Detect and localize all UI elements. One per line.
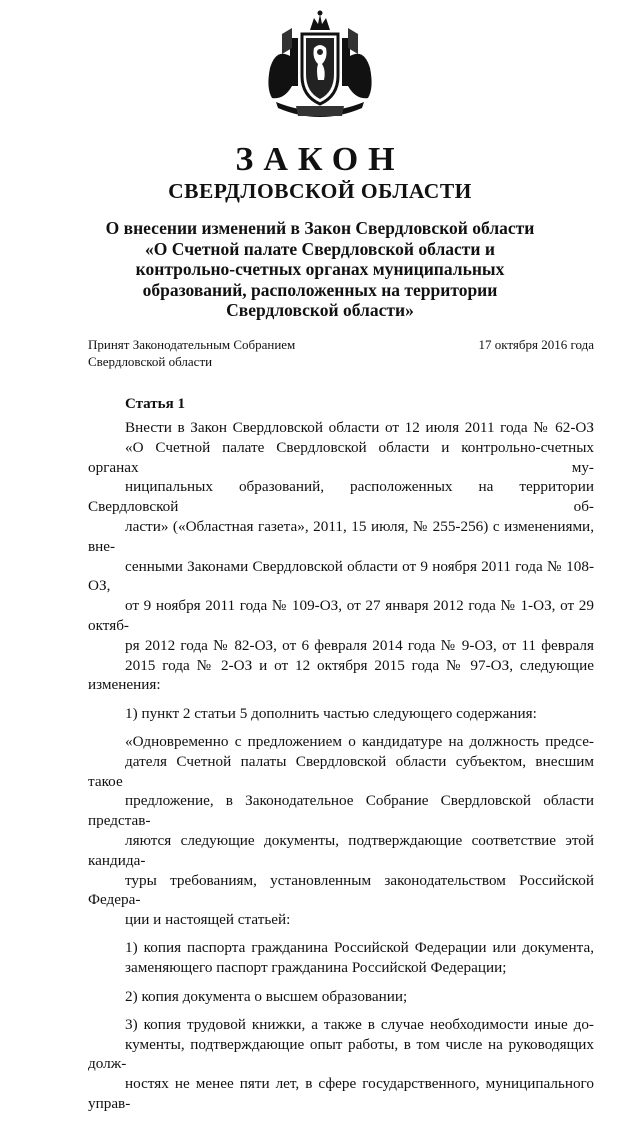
text-line: дателя Счетной палаты Свердловской области субъектом, внесшим такое [88, 752, 594, 790]
text-line: 1) пункт 2 статьи 5 дополнить частью следующего содержания: [125, 704, 537, 722]
text-line: 3) копия трудовой книжки, а также в случае необходимости иные до- [125, 1015, 594, 1033]
document-title: ЗАКОН [235, 141, 405, 178]
coat-of-arms-icon [262, 8, 378, 124]
paragraph [88, 1015, 594, 1114]
heading-line: образований, расположенных на территории [142, 279, 498, 300]
article-title: Статья 1 [125, 396, 185, 412]
text-line: ностях не менее пяти лет, в сфере государственного, муниципального управ- [88, 1075, 594, 1112]
adoption-line: Свердловской области [88, 354, 213, 369]
text-line: туры требованиям, установленным законодательством Российской Федера- [88, 871, 594, 909]
adoption-authority [88, 336, 348, 370]
text-line: ниципальных образований, расположенных на территории Свердловской об- [88, 478, 594, 516]
paragraph [88, 938, 594, 978]
paragraph [88, 987, 594, 1007]
paragraph [88, 418, 594, 695]
text-line: 1) копия паспорта гражданина Российской Федерации или документа, [125, 939, 594, 957]
text-line: 2) копия документа о высшем образовании; [125, 987, 408, 1005]
text-line: ляются следующие документы, подтверждающие соответствие этой кандида- [88, 831, 594, 869]
text-line: ря 2012 года № 82-ОЗ, от 6 февраля 2014 года № 9-ОЗ, от 11 февраля [125, 636, 594, 654]
text-line: ласти» («Областная газета», 2011, 15 июля, № 255-256) с изменениями, вне- [88, 517, 594, 555]
adoption-line: Принят Законодательным Собранием [88, 337, 296, 352]
heading-line: контрольно-счетных органах муниципальных [135, 259, 505, 279]
paragraph [88, 732, 594, 930]
text-line: предложение, в Законодательное Собрание Свердловской области представ- [88, 792, 594, 830]
text-line: «Одновременно с предложением о кандидатуре на должность предсе- [125, 732, 594, 750]
paragraph [88, 704, 594, 724]
text-line: 2015 года № 2-ОЗ и от 12 октября 2015 года № 97-ОЗ, следующие изменения: [88, 656, 594, 694]
text-line: ции и настоящей статьей: [125, 911, 291, 929]
text-line: заменяющего паспорт гражданина Российской Федерации; [125, 959, 507, 977]
heading-line: Свердловской области» [226, 300, 414, 320]
adoption-date: 17 октября 2016 года [478, 337, 594, 352]
heading-line: О внесении изменений в Закон Свердловской области [105, 218, 535, 238]
text-line: кументы, подтверждающие опыт работы, в том числе на руководящих долж- [88, 1035, 594, 1073]
heading-line: «О Счетной палате Свердловской области и [145, 238, 495, 259]
text-line: «О Счетной палате Свердловской области и контрольно-счетных органах му- [88, 438, 594, 476]
law-heading [90, 218, 550, 321]
text-line: Внести в Закон Свердловской области от 12 июля 2011 года № 62-ОЗ [125, 419, 594, 436]
text-line: сенными Законами Свердловской области от 9 ноября 2011 года № 108-ОЗ, [88, 557, 594, 595]
document-subtitle: СВЕРДЛОВСКОЙ ОБЛАСТИ [168, 179, 472, 203]
text-line: от 9 ноября 2011 года № 109-ОЗ, от 27 января 2012 года № 1-ОЗ, от 29 октяб- [88, 597, 594, 634]
article-body [88, 418, 594, 1122]
